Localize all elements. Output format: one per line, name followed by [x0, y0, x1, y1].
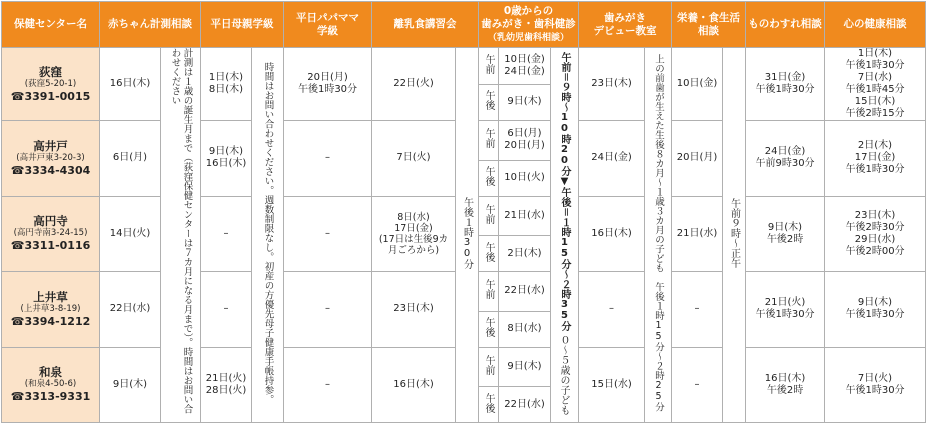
- dental-am-date: 10日(金) 24日(金): [499, 48, 551, 85]
- mental-line: 午後1時30分: [845, 309, 905, 321]
- dental-target-vertical: ０～５歳の子ども: [558, 334, 569, 415]
- pm-label: 午後: [479, 311, 499, 347]
- header-center: 保健センター名: [2, 2, 100, 48]
- header-parent-class: 平日パパママ 学級: [284, 2, 372, 48]
- mother-class-date: 1日(木) 8日(木): [201, 48, 252, 121]
- center-info: 和泉 (和泉4-50-6) ☎3313-9331: [2, 347, 100, 423]
- debut-date: 15日(水): [579, 347, 645, 423]
- memory-date: 16日(木) 午後2時: [746, 347, 825, 423]
- mental-line: 午後1時30分: [845, 164, 905, 176]
- nutrition-date: –: [672, 272, 723, 348]
- header-row: [2, 2, 926, 48]
- dental-am-date: 9日(木): [499, 347, 551, 387]
- mental-line: 午後2時15分: [845, 108, 905, 119]
- baby-measure-note: 計測は１歳の誕生月まで（荻窪保健センターは７カ月になる月まで）。時間はお問い合わせください: [161, 48, 201, 423]
- weaning-time: 午後１時30分: [456, 48, 479, 423]
- am-label: 午前: [479, 48, 499, 85]
- weaning-date: 7日(火): [372, 121, 456, 197]
- mother-class-date: –: [201, 272, 252, 348]
- table-row: [2, 48, 926, 85]
- header-nutrition: 栄養・食生活 相談: [672, 2, 746, 48]
- weaning-date: 22日(火): [372, 48, 456, 121]
- debut-date: 24日(金): [579, 121, 645, 197]
- baby-measure-date: 6日(月): [100, 121, 161, 197]
- debut-date: 16日(木): [579, 196, 645, 272]
- mental-line: 7日(火): [857, 372, 893, 384]
- debut-note: 上の前歯が生えた生後８カ月～１歳３カ月の子ども 午後１時15分～２時25分: [645, 48, 672, 423]
- weaning-date: 23日(木): [372, 272, 456, 348]
- dental-am-date: 6日(月) 20日(月): [499, 121, 551, 161]
- dental-pm-date: 8日(水): [499, 311, 551, 347]
- center-info: 上井草 (上井草3-8-19) ☎3394-1212: [2, 272, 100, 348]
- mother-class-date: 21日(火) 28日(火): [201, 347, 252, 423]
- center-info: 高円寺 (高円寺南3-24-15) ☎3311-0116: [2, 196, 100, 272]
- dental-pm-date: 10日(火): [499, 160, 551, 196]
- mental-dates: [825, 196, 926, 272]
- mental-line: 午後2時00分: [845, 245, 905, 257]
- dental-pm-date: 9日(木): [499, 84, 551, 121]
- mental-line: 午後1時30分: [845, 384, 905, 396]
- pm-label: 午後: [479, 387, 499, 423]
- am-label: 午前: [479, 121, 499, 161]
- mental-line: 7日(水): [857, 72, 893, 83]
- mother-class-date: 9日(木) 16日(木): [201, 121, 252, 197]
- parent-class-date: –: [284, 272, 372, 348]
- mother-class-note: 時間はお問い合わせください。週数制限なし。初産の方優先母子健康手帳持参。: [252, 48, 284, 423]
- am-label: 午前: [479, 272, 499, 312]
- mental-dates: [825, 48, 926, 121]
- mental-dates: [825, 347, 926, 423]
- header-mother-class: 平日母親学級: [201, 2, 284, 48]
- mental-line: 29日(水): [854, 233, 896, 245]
- am-label: 午前: [479, 347, 499, 387]
- debut-date: 23日(木): [579, 48, 645, 121]
- weaning-date: 8日(水) 17日(金) (17日は生後9カ 月ごろから): [372, 196, 456, 272]
- mental-dates: [825, 272, 926, 348]
- mental-line: 17日(金): [854, 152, 896, 164]
- debut-date: –: [579, 272, 645, 348]
- mother-class-date: –: [201, 196, 252, 272]
- header-dental: 0歳からの 歯みがき・歯科健診 （乳幼児歯科相談）: [479, 2, 579, 48]
- header-memory: ものわすれ相談: [746, 2, 825, 48]
- header-baby-measure: 赤ちゃん計測相談: [100, 2, 201, 48]
- parent-class-date: –: [284, 196, 372, 272]
- pm-label: 午後: [479, 236, 499, 272]
- dental-pm-date: 22日(水): [499, 387, 551, 423]
- memory-date: 21日(火) 午後1時30分: [746, 272, 825, 348]
- header-debut: 歯みがき デビュー教室: [579, 2, 672, 48]
- center-info: 荻窪 (荻窪5-20-1) ☎3391-0015: [2, 48, 100, 121]
- am-label: 午前: [479, 196, 499, 236]
- schedule-table: [1, 1, 926, 423]
- mental-line: 午後1時45分: [845, 84, 905, 95]
- memory-date: 9日(木) 午後2時: [746, 196, 825, 272]
- header-mental: 心の健康相談: [825, 2, 926, 48]
- memory-date: 24日(金) 午前9時30分: [746, 121, 825, 197]
- memory-date: 31日(金) 午後1時30分: [746, 48, 825, 121]
- baby-measure-date: 14日(火): [100, 196, 161, 272]
- parent-class-date: 20日(月) 午後1時30分: [284, 48, 372, 121]
- parent-class-date: –: [284, 347, 372, 423]
- mental-line: 1日(木): [857, 48, 893, 59]
- dental-pm-date: 2日(木): [499, 236, 551, 272]
- weaning-date: 16日(木): [372, 347, 456, 423]
- mental-line: 2日(木): [857, 140, 893, 152]
- mental-line: 9日(木): [857, 297, 893, 309]
- mental-dates: [825, 121, 926, 197]
- baby-measure-date: 22日(水): [100, 272, 161, 348]
- nutrition-date: –: [672, 347, 723, 423]
- nutrition-date: 20日(月): [672, 121, 723, 197]
- pm-label: 午後: [479, 160, 499, 196]
- dental-am-date: 22日(水): [499, 272, 551, 312]
- debut-time-vertical: 午後１時15分～２時25分: [653, 272, 665, 412]
- baby-measure-date: 9日(木): [100, 347, 161, 423]
- header-weaning: 離乳食講習会: [372, 2, 479, 48]
- mental-line: 23日(木): [854, 209, 896, 221]
- center-info: 高井戸 (高井戸東3-20-3) ☎3334-4304: [2, 121, 100, 197]
- pm-label: 午後: [479, 84, 499, 121]
- dental-time-note: 午前＝９時～10時20分▼午後＝１時15分～２時35分０～５歳の子ども: [551, 48, 579, 423]
- mental-line: 15日(木): [854, 96, 896, 107]
- nutrition-date: 21日(水): [672, 196, 723, 272]
- parent-class-date: –: [284, 121, 372, 197]
- nutrition-date: 10日(金): [672, 48, 723, 121]
- dental-am-date: 21日(水): [499, 196, 551, 236]
- mental-line: 午後1時30分: [845, 60, 905, 71]
- baby-measure-date: 16日(木): [100, 48, 161, 121]
- mental-line: 午後2時30分: [845, 221, 905, 233]
- nutrition-time: 午前９時～正午: [723, 48, 746, 423]
